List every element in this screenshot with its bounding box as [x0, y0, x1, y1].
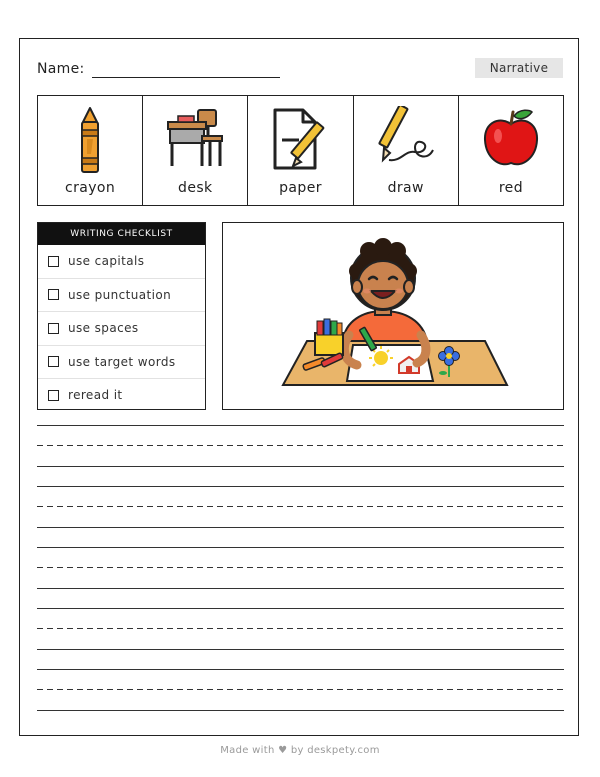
writing-checklist	[37, 222, 206, 410]
checklist-item[interactable]	[38, 245, 205, 279]
vocab-cell-desk	[143, 96, 248, 205]
vocab-word: red	[498, 180, 523, 196]
checkbox[interactable]	[48, 289, 59, 300]
checkbox[interactable]	[48, 356, 59, 367]
vocab-cell-paper	[248, 96, 353, 205]
vocab-word: desk	[178, 180, 213, 196]
desk-icon	[164, 106, 226, 170]
checklist-item-label: use spaces	[68, 321, 139, 336]
vocab-word: paper	[279, 180, 322, 196]
footer-site: by deskpety.com	[290, 745, 380, 756]
checklist-item-label: use capitals	[68, 254, 145, 269]
checklist-title: WRITING CHECKLIST	[38, 223, 205, 245]
vocab-word: crayon	[65, 180, 116, 196]
checklist-item[interactable]	[38, 346, 205, 380]
vocab-cell-red	[459, 96, 563, 205]
paper-icon	[269, 106, 333, 172]
footer-credit	[0, 745, 600, 756]
genre-tag: Narrative	[475, 58, 563, 78]
checklist-item[interactable]	[38, 379, 205, 412]
checklist-item-label: use target words	[68, 354, 176, 369]
checklist-item-label: reread it	[68, 388, 123, 403]
checklist-item[interactable]	[38, 279, 205, 313]
heart-icon: ♥	[278, 745, 288, 756]
crayon-icon	[75, 106, 105, 176]
worksheet	[19, 38, 579, 736]
draw-icon	[375, 106, 437, 170]
vocab-word: draw	[387, 180, 424, 196]
child-drawing-illustration	[223, 223, 562, 408]
vocab-cell-crayon	[38, 96, 143, 205]
name-field[interactable]	[92, 77, 280, 78]
footer-made-with: Made with	[220, 745, 275, 756]
vocab-cell-draw	[354, 96, 459, 205]
vocabulary-strip	[37, 95, 564, 206]
apple-icon	[480, 106, 542, 170]
name-label: Name:	[37, 61, 85, 77]
writing-lines[interactable]	[37, 425, 564, 715]
checklist-item-label: use punctuation	[68, 287, 172, 302]
checkbox[interactable]	[48, 323, 59, 334]
checklist-item[interactable]	[38, 312, 205, 346]
checkbox[interactable]	[48, 256, 59, 267]
picture-prompt	[222, 222, 564, 410]
checkbox[interactable]	[48, 390, 59, 401]
